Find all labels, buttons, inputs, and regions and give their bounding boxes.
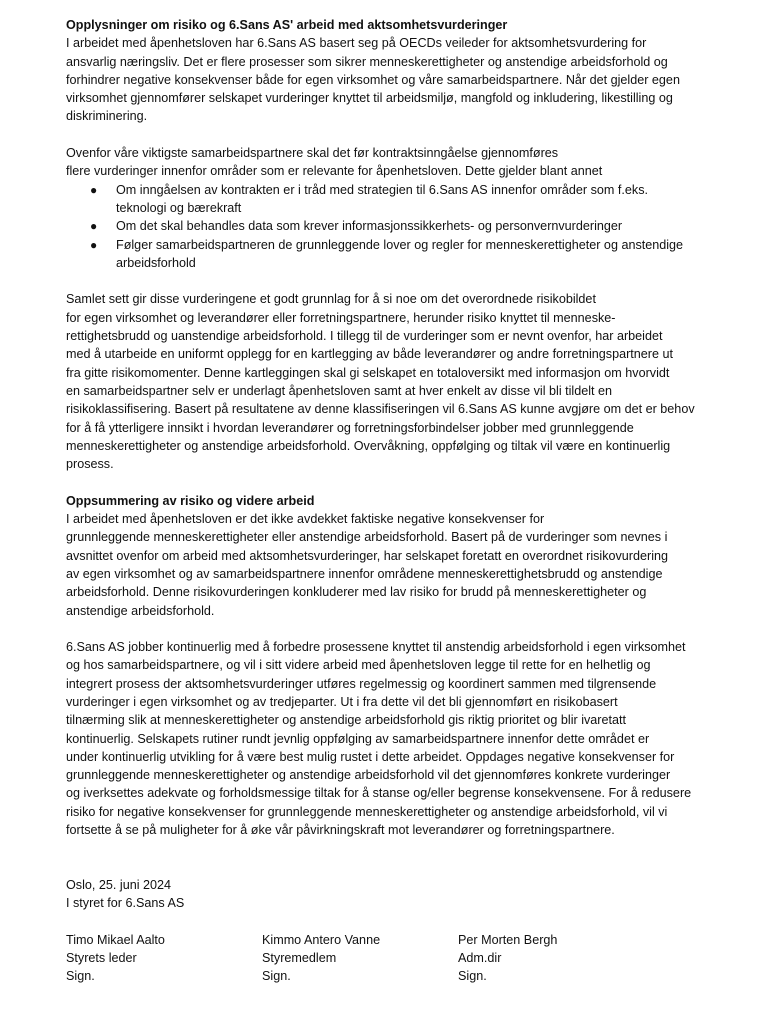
text-line: risiko for negative konsekvenser for grunnleggende menneskerettigheter og anstendige arbeidsforhold, vil vi bbox=[66, 804, 668, 819]
text-line: integrert prosess der aktsomhetsvurderinger utføres regelmessig og koordinert sammen med tilgrensende bbox=[66, 676, 657, 691]
bullet-icon: ● bbox=[90, 219, 98, 234]
text-line: diskriminering. bbox=[66, 109, 148, 124]
text-line: Ovenfor våre viktigste samarbeidspartnere skal det før kontraktsinngåelse gjennomføres bbox=[66, 146, 559, 161]
document-page bbox=[66, 16, 726, 986]
signatory-sign: Sign. bbox=[262, 969, 291, 984]
paragraph-gap bbox=[66, 126, 726, 144]
text-line: ansvarlig næringsliv. Det er flere prosesser som sikrer menneskerettigheter og anstendige arbeidsforhold og bbox=[66, 54, 668, 69]
text-line: fra gitte risikomomenter. Denne kartleggingen skal gi selskapet en totaloversikt med informasjon om hvorvidt bbox=[66, 365, 670, 380]
text-line: virksomhet gjennomfører selskapet vurderinger knyttet til arbeidsmiljø, mangfold og inkludering, likestilling og bbox=[66, 91, 673, 106]
paragraph-gap bbox=[66, 272, 726, 290]
text-line: av egen virksomhet og av samarbeidspartnere innenfor områdene menneskerettighetsbrudd og anstendige bbox=[66, 566, 663, 581]
paragraph-partners bbox=[66, 144, 726, 181]
paragraph-gap bbox=[66, 913, 726, 931]
text-line: Samlet sett gir disse vurderingene et godt grunnlag for å si noe om det overordnede risikobildet bbox=[66, 292, 596, 307]
signature-ceo bbox=[458, 931, 654, 986]
text-line: for egen virksomhet og leverandører eller forretningspartnere, herunder risiko knyttet til menneske- bbox=[66, 310, 616, 325]
text-line: Følger samarbeidspartneren de grunnleggende lover og regler for menneskerettigheter og anstendige bbox=[116, 237, 684, 252]
text-line: I arbeidet med åpenhetsloven har 6.Sans AS basert seg på OECDs veileder for aktsomhetsvurdering for bbox=[66, 36, 647, 51]
bullet-list bbox=[66, 181, 726, 272]
signature-block bbox=[66, 931, 726, 986]
list-item bbox=[66, 236, 726, 273]
text-line: grunnleggende menneskerettigheter eller anstendige arbeidsforhold. Basert på de vurderinger som nevnes i bbox=[66, 530, 668, 545]
paragraph-gap bbox=[66, 839, 726, 857]
text-line: fortsette å se på muligheter for å øke vår påvirkningskraft mot leverandører og forretningspartnere. bbox=[66, 823, 615, 838]
place-date: Oslo, 25. juni 2024 bbox=[66, 877, 172, 892]
text-line: og hos samarbeidspartnere, og vil i sitt videre arbeid med åpenhetsloven legge til rette for en helhetlig og bbox=[66, 658, 651, 673]
paragraph-intro bbox=[66, 34, 726, 125]
text-line: flere vurderinger innenfor områder som er relevante for åpenhetsloven. Dette gjelder blant annet bbox=[66, 164, 603, 179]
board-line: I styret for 6.Sans AS bbox=[66, 896, 185, 911]
signatory-name: Kimmo Antero Vanne bbox=[262, 932, 381, 947]
section-heading-summary: Oppsummering av risiko og videre arbeid bbox=[66, 493, 315, 508]
signatory-sign: Sign. bbox=[66, 969, 95, 984]
text-line: kontinuerlig. Selskapets rutiner rundt jevnlig oppfølging av samarbeidspartnere innenfor dette området er bbox=[66, 731, 650, 746]
text-line: Om inngåelsen av kontrakten er i tråd med strategien til 6.Sans AS innenfor områder som f.eks. bbox=[116, 182, 648, 197]
text-line: under kontinuerlig utvikling for å være best mulig rustet i dette arbeidet. Oppdages negative konsekvenser for bbox=[66, 749, 675, 764]
text-line: I arbeidet med åpenhetsloven er det ikke avdekket faktiske negative konsekvenser for bbox=[66, 512, 545, 527]
signatory-name: Per Morten Bergh bbox=[458, 932, 558, 947]
text-line: risikoklassifisering. Basert på resultatene av denne klassifiseringen vil 6.Sans AS kunne avgjøre om det er behov bbox=[66, 402, 695, 417]
text-line: menneskerettigheter og anstendige arbeidsforhold. Overvåkning, oppfølging og tiltak vil være en kontinuerlig bbox=[66, 438, 671, 453]
text-line: avsnittet ovenfor om arbeid med aktsomhetsvurderinger, har selskapet foretatt en overordnet risikovurdering bbox=[66, 548, 669, 563]
signatory-role: Styrets leder bbox=[66, 951, 137, 966]
paragraph-gap bbox=[66, 620, 726, 638]
paragraph-no-findings bbox=[66, 510, 726, 620]
bullet-icon: ● bbox=[90, 182, 98, 197]
text-line: tilnærming slik at menneskerettigheter og anstendige arbeidsforhold gis riktig prioritet og blir ivaretatt bbox=[66, 713, 626, 728]
text-line: forhindrer negative konsekvenser både for egen virksomhet og våre samarbeidspartnere. Når det gjelder egen bbox=[66, 72, 680, 87]
text-line: rettighetsbrudd og uanstendige arbeidsforhold. I tillegg til de vurderinger som er nevnt ovenfor, har arbeidet bbox=[66, 329, 663, 344]
signatory-sign: Sign. bbox=[458, 969, 487, 984]
paragraph-summary-assessments bbox=[66, 290, 726, 473]
text-line: vurderinger i egen virksomhet og av tredjeparter. Ut i fra dette vil det bli gjennomført en risikobasert bbox=[66, 694, 618, 709]
text-line: arbeidsforhold bbox=[116, 255, 196, 270]
list-item bbox=[66, 181, 726, 218]
paragraph-further-work bbox=[66, 638, 726, 839]
list-item bbox=[66, 217, 726, 235]
signature-board-member bbox=[262, 931, 458, 986]
signatory-name: Timo Mikael Aalto bbox=[66, 932, 165, 947]
text-line: arbeidsforhold. Denne risikovurderingen konkluderer med lav risiko for brudd på menneskerettigheter og bbox=[66, 585, 647, 600]
paragraph-gap bbox=[66, 473, 726, 491]
closing-block bbox=[66, 876, 726, 913]
text-line: for å få ytterligere innsikt i hvordan leverandører og forretningsforbindelser jobber med grunnleggende bbox=[66, 420, 634, 435]
text-line: grunnleggende menneskerettigheter og anstendige arbeidsforhold vil det gjennomføres konkrete vurderinger bbox=[66, 768, 671, 783]
text-line: og iverksettes adekvate og forholdsmessige tiltak for å stanse og/eller begrense konsekvensene. For å redusere bbox=[66, 786, 692, 801]
section-heading-risk-assessment: Opplysninger om risiko og 6.Sans AS' arbeid med aktsomhetsvurderinger bbox=[66, 18, 508, 32]
text-line: anstendige arbeidsforhold. bbox=[66, 603, 215, 618]
bullet-icon: ● bbox=[90, 237, 98, 252]
text-line: en samarbeidspartner selv er underlagt åpenhetsloven samt at hver enkelt av disse vil bli tildelt en bbox=[66, 383, 613, 398]
text-line: med å utarbeide en uniformt opplegg for en kartlegging av både leverandører og andre forretningspartnere ut bbox=[66, 347, 673, 362]
text-line: teknologi og bærekraft bbox=[116, 200, 242, 215]
text-line: Om det skal behandles data som krever informasjonssikkerhets- og personvernvurderinger bbox=[116, 219, 623, 234]
paragraph-gap bbox=[66, 858, 726, 876]
signature-chair bbox=[66, 931, 262, 986]
text-line: prosess. bbox=[66, 457, 114, 472]
text-line: 6.Sans AS jobber kontinuerlig med å forbedre prosessene knyttet til anstendig arbeidsforhold i egen virksomhet bbox=[66, 640, 686, 655]
signatory-role: Styremedlem bbox=[262, 951, 337, 966]
signatory-role: Adm.dir bbox=[458, 951, 502, 966]
